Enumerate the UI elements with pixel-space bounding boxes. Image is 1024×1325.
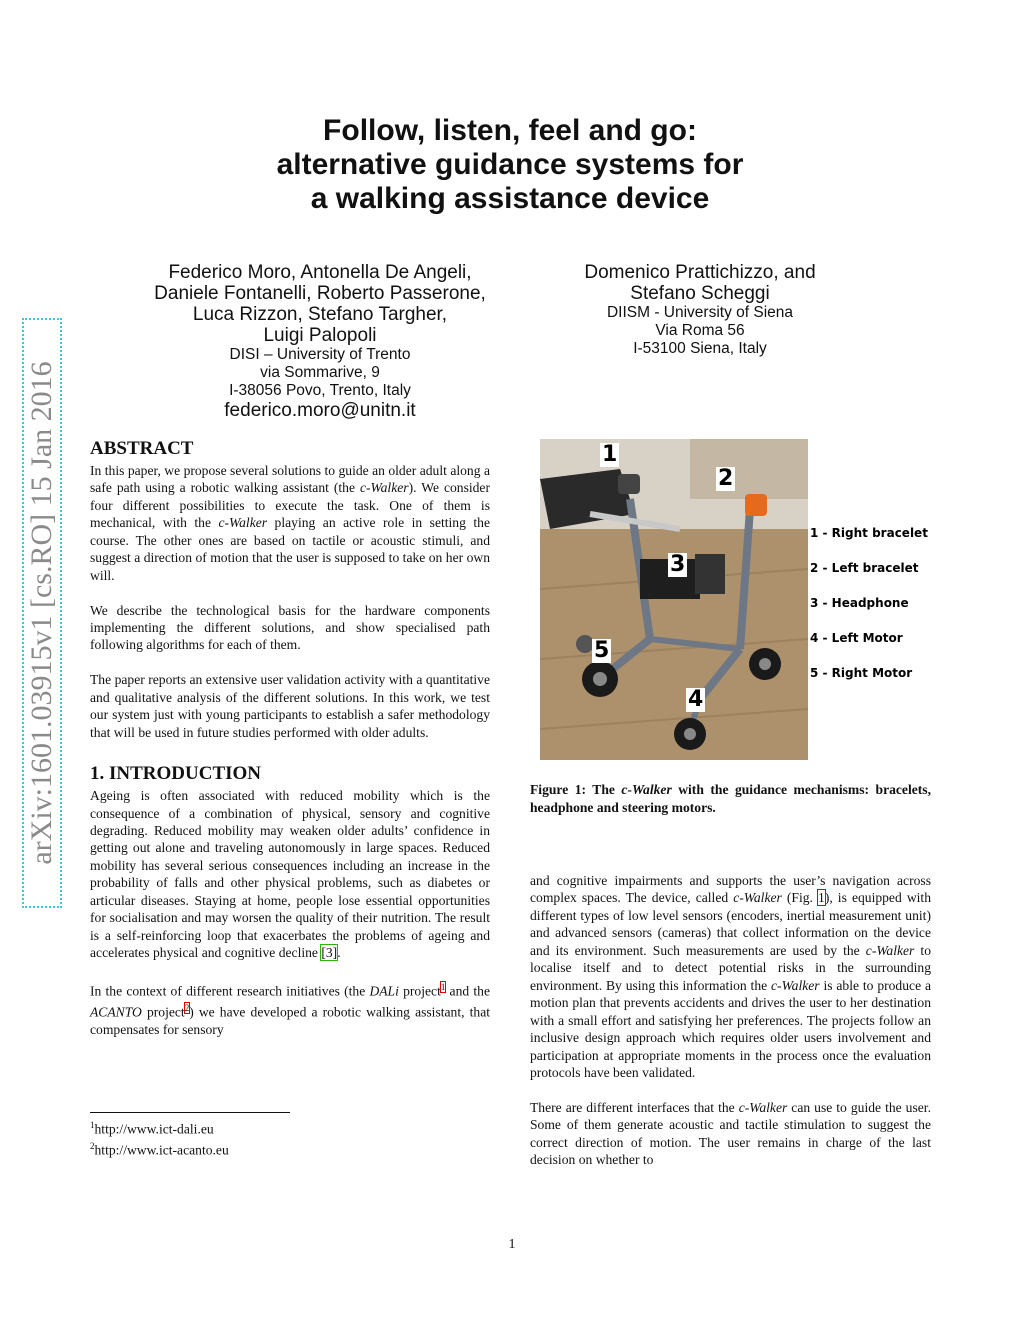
author-line: Luca Rizzon, Stefano Targher,	[192, 304, 448, 325]
author-names	[540, 262, 860, 304]
author-block-trento	[100, 262, 540, 422]
abstract-paragraph: In this paper, we propose several solutions to guide an older adult along a safe path using a robotic walking assistant (the c-Walker). We consider four different possibilities to execute the task. One of them is mechanical, with the c-Walker playing an active role in setting the course. The other ones are based on tactile or acoustic stimuli, and suggest a direction of motion that the user is supposed to take on her own will.	[90, 463, 490, 583]
figure-caption: Figure 1: The c-Walker with the guidance mechanisms: bracelets, headphone and steering motors.	[530, 782, 931, 815]
affiliation-line: I-38056 Povo, Trento, Italy	[229, 382, 411, 399]
body-paragraph: and cognitive impairments and supports the user’s navigation across complex spaces. The device, called c-Walker (Fig. 1), is equipped with different types of low level sensors (encoders, inertial measurement unit) and advanced sensors (cameras) that collect information on the device and its environment. Such measurements are used by the c-Walker to localise itself and to detect potential risks in the surrounding environment. By using this information the c-Walker is able to produce a motion plan that prevents accidents and drives the user to her destination with a small effort and satisfying her preferences. The projects follow an inclusive design approach which requires older users involvement and participation at appropriate moments in the process once the evaluation protocols have been validated.	[530, 873, 932, 1080]
arxiv-stamp: arXiv:1601.03915v1 [cs.RO] 15 Jan 2016	[22, 318, 62, 908]
title-line: alternative guidance systems for	[276, 148, 744, 181]
figure-legend-item: 5 - Right Motor	[810, 666, 913, 680]
body-paragraph: There are different interfaces that the c-Walker can use to guide the user. Some of them generate acoustic and tactile stimulation to suggest the correct direction of motion. The user remains in charge of the last decision on whether to	[530, 1099, 931, 1168]
author-email[interactable]: federico.moro@unitn.it	[224, 400, 416, 421]
footnote-link[interactable]: 1	[440, 982, 446, 993]
walker-illustration	[540, 439, 808, 760]
author-block-siena	[540, 262, 860, 358]
affiliation	[540, 304, 860, 358]
abstract-heading: ABSTRACT	[90, 438, 194, 459]
affiliation-line: I-53100 Siena, Italy	[633, 340, 767, 357]
abstract-paragraph: We describe the technological basis for the hardware components implementing the different solutions, and show specialised path following algorithms for each of them.	[90, 602, 490, 653]
right-column	[530, 872, 931, 1169]
figure-marker: 1	[602, 442, 618, 467]
figure-legend-item: 2 - Left bracelet	[810, 561, 919, 575]
author-line: Federico Moro, Antonella De Angeli,	[168, 262, 472, 283]
paper-title	[160, 114, 860, 216]
affiliation-line: Via Roma 56	[655, 322, 745, 339]
figure-marker: 4	[688, 687, 704, 712]
introduction-heading: 1. INTRODUCTION	[90, 763, 262, 785]
page-number: 1	[508, 1237, 516, 1252]
affiliation	[100, 346, 540, 400]
affiliation-line: DIISM - University of Siena	[606, 304, 794, 321]
figure-marker: 2	[718, 466, 734, 491]
left-column	[90, 438, 490, 1038]
abstract-paragraph: The paper reports an extensive user validation activity with a quantitative and qualitative analysis of the different solutions. In this work, we test our system just with young participants to establish a safer methodology that will be used in future studies performed with older adults.	[90, 672, 490, 740]
footnote: $^1$http://www.ict-dali.eu	[90, 1120, 214, 1137]
citation-link[interactable]: [3]	[321, 945, 338, 961]
affiliation-line: via Sommarive, 9	[260, 364, 380, 381]
footnote-url[interactable]: http://www.ict-dali.eu	[94, 1121, 214, 1137]
author-names	[100, 262, 540, 346]
footnote-link[interactable]: 2	[184, 1003, 190, 1014]
footnotes	[90, 1117, 490, 1158]
footnote-url[interactable]: http://www.ict-acanto.eu	[94, 1142, 229, 1158]
figure-marker: 3	[670, 552, 686, 577]
intro-paragraph: In the context of different research initiatives (the DALi project$^1$ and the ACANTO project$^2$) we have developed a robotic walking assistant, that compensates for sensory	[90, 982, 491, 1038]
figure-legend-item: 4 - Left Motor	[810, 631, 903, 645]
author-line: Stefano Scheggi	[630, 283, 770, 304]
title-line: Follow, listen, feel and go:	[323, 114, 697, 147]
figure-ref-link[interactable]: 1	[818, 890, 825, 906]
author-line: Luigi Palopoli	[263, 325, 377, 346]
figure-legend-item: 3 - Headphone	[810, 596, 909, 610]
affiliation-line: DISI – University of Trento	[229, 346, 411, 363]
intro-paragraph: Ageing is often associated with reduced mobility which is the consequence of a combination of physical, sensory and cognitive degrading. Reduced mobility may weaken older adults’ confidence in getting out alone and traveling autonomously in large spaces. Reduced mobility has several serious consequences including an increase in the probability of falls and other physical problems, such as diabetes or articular diseases. Staying at home, people lose essential opportunities for socialisation and may worsen the quality of their nutrition. The result is a self-reinforcing loop that exacerbates the problems of ageing and accelerates physical and cognitive decline [3].	[90, 788, 490, 961]
figure-legend-item: 1 - Right bracelet	[810, 526, 928, 540]
footnote: $^2$http://www.ict-acanto.eu	[90, 1140, 229, 1158]
footnote-divider	[90, 1112, 290, 1113]
author-line: Domenico Prattichizzo, and	[584, 262, 816, 283]
author-line: Daniele Fontanelli, Roberto Passerone,	[154, 283, 486, 304]
figure-marker: 5	[594, 638, 610, 663]
figure-c-walker-photo	[540, 439, 808, 760]
title-line: a walking assistance device	[310, 182, 710, 215]
